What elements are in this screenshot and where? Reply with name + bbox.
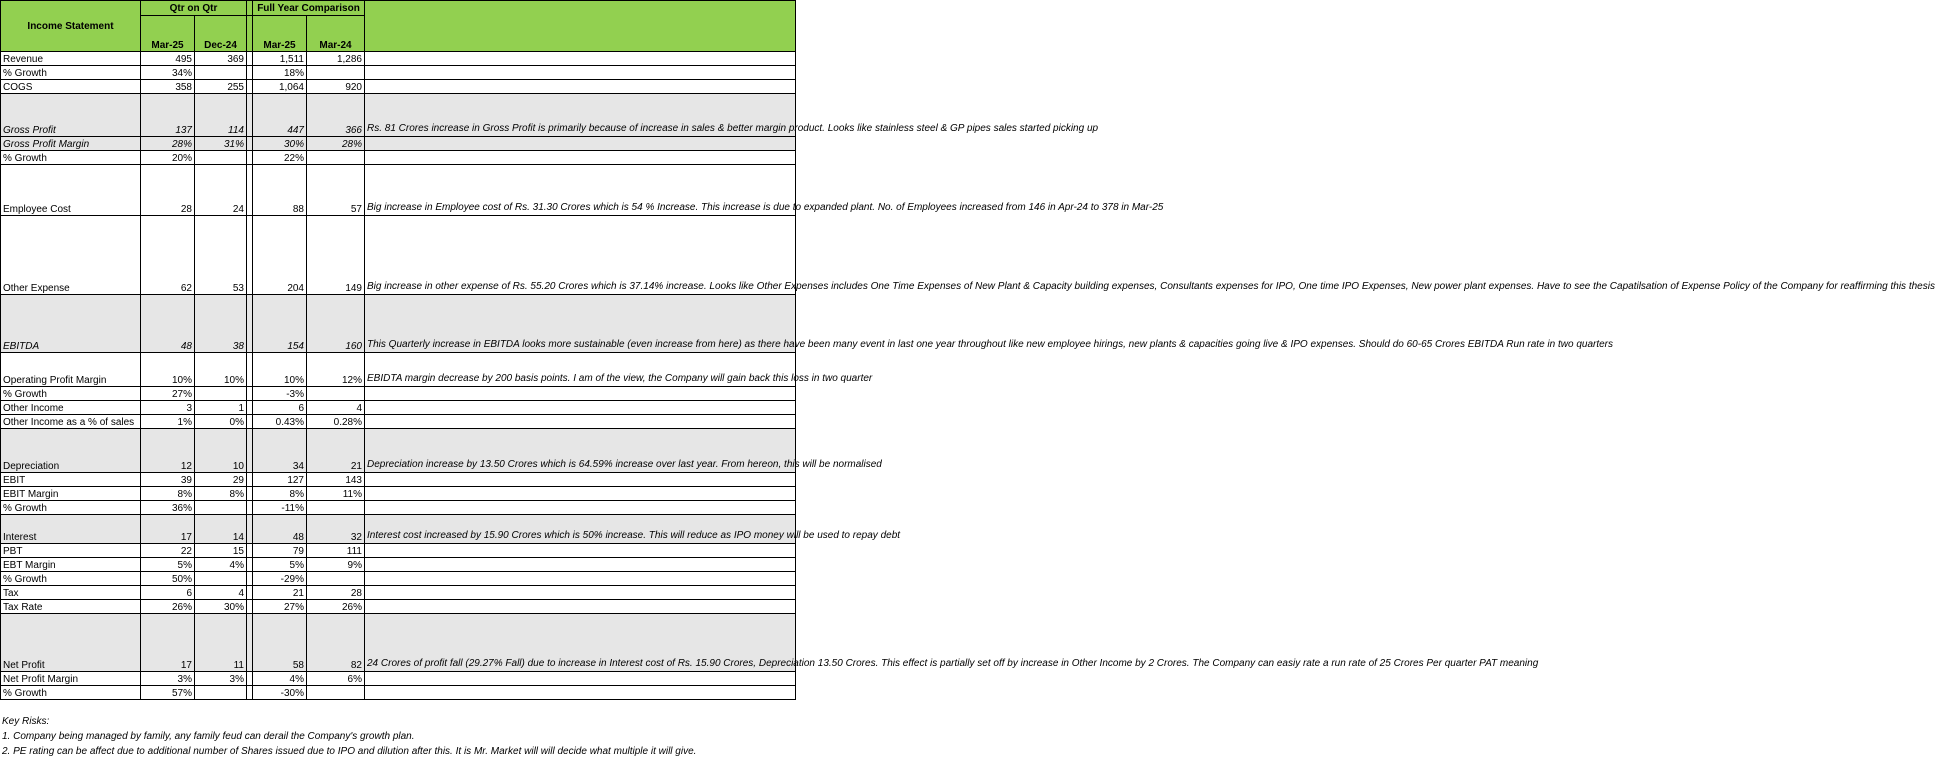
- table-row-growth4: [1, 501, 796, 515]
- row-label: % Growth: [1, 151, 141, 165]
- row-label: EBT Margin: [1, 558, 141, 572]
- fy-mar25-cell: 1,064: [253, 80, 307, 94]
- fy-mar24-cell: 21: [307, 429, 365, 473]
- row-label: EBIT Margin: [1, 487, 141, 501]
- qtr-mar25-cell: 36%: [141, 501, 195, 515]
- qtr-dec24-cell: 4: [195, 586, 247, 600]
- table-row-pbt: [1, 544, 796, 558]
- difference-note: [365, 401, 796, 415]
- fy-mar24-cell: 111: [307, 544, 365, 558]
- fy-mar25-cell: -30%: [253, 686, 307, 700]
- table-row-ebit: [1, 473, 796, 487]
- row-label: Tax Rate: [1, 600, 141, 614]
- fy-mar25-cell: -11%: [253, 501, 307, 515]
- row-label: Net Profit: [1, 614, 141, 672]
- difference-note: [365, 586, 796, 600]
- difference-note: Big increase in other expense of Rs. 55.20 Crores which is 37.14% increase. Looks like Other Expenses includes One Time Expenses of New Plant & Capacity building expenses, Consultants expenses for IPO, One time IPO Expenses, New power plant expenses. Have to see the Capatilsation of Expense Policy of the Company for reaffirming this thesis: [365, 216, 796, 295]
- qtr-dec24-cell: 10: [195, 429, 247, 473]
- difference-note: [365, 686, 796, 700]
- col-header-qtr-dec24: Dec-24: [195, 16, 247, 52]
- qtr-mar25-cell: 12: [141, 429, 195, 473]
- difference-note: EBIDTA margin decrease by 200 basis points. I am of the view, the Company will gain back this loss in two quarter: [365, 353, 796, 387]
- table-row-gross-profit: [1, 94, 796, 137]
- fy-mar24-cell: [307, 66, 365, 80]
- qtr-mar25-cell: 48: [141, 295, 195, 353]
- fy-mar24-cell: 57: [307, 165, 365, 216]
- difference-note: Depreciation increase by 13.50 Crores which is 64.59% increase over last year. From hereon, this will be normalised: [365, 429, 796, 473]
- table-row-growth2: [1, 151, 796, 165]
- qtr-dec24-cell: 24: [195, 165, 247, 216]
- qtr-dec24-cell: 14: [195, 515, 247, 544]
- key-risks-section: [0, 714, 797, 759]
- fy-mar25-cell: 22%: [253, 151, 307, 165]
- table-row-ebitda: [1, 295, 796, 353]
- qtr-dec24-cell: 8%: [195, 487, 247, 501]
- table-row-depreciation: [1, 429, 796, 473]
- fy-mar25-cell: 10%: [253, 353, 307, 387]
- qtr-mar25-cell: 27%: [141, 387, 195, 401]
- fy-mar25-cell: 1,511: [253, 52, 307, 66]
- qtr-dec24-cell: 114: [195, 94, 247, 137]
- qtr-dec24-cell: 38: [195, 295, 247, 353]
- col-header-fy-mar25: Mar-25: [253, 16, 307, 52]
- table-row-growth3: [1, 387, 796, 401]
- row-label: Net Profit Margin: [1, 672, 141, 686]
- fy-mar24-cell: [307, 387, 365, 401]
- fy-mar25-cell: 8%: [253, 487, 307, 501]
- table-row-ebit-margin: [1, 487, 796, 501]
- fy-mar25-cell: 204: [253, 216, 307, 295]
- difference-note: [365, 137, 796, 151]
- fy-mar24-cell: [307, 686, 365, 700]
- fy-mar25-cell: 154: [253, 295, 307, 353]
- qtr-mar25-cell: 495: [141, 52, 195, 66]
- table-row-net-profit-margin: [1, 672, 796, 686]
- row-label: Depreciation: [1, 429, 141, 473]
- qtr-dec24-cell: [195, 387, 247, 401]
- qtr-dec24-cell: [195, 572, 247, 586]
- fy-mar25-cell: 6: [253, 401, 307, 415]
- difference-note: [365, 672, 796, 686]
- row-label: Employee Cost: [1, 165, 141, 216]
- row-label: Other Expense: [1, 216, 141, 295]
- fy-mar25-cell: 21: [253, 586, 307, 600]
- qtr-dec24-cell: 53: [195, 216, 247, 295]
- fy-mar24-cell: [307, 572, 365, 586]
- table-row-growth6: [1, 686, 796, 700]
- table-row-growth1: [1, 66, 796, 80]
- qtr-dec24-cell: 255: [195, 80, 247, 94]
- fy-mar25-cell: 79: [253, 544, 307, 558]
- col-header-qtr-mar25: Mar-25: [141, 16, 195, 52]
- table-row-growth5: [1, 572, 796, 586]
- table-row-ebt-margin: [1, 558, 796, 572]
- table-row-other-income-pct: [1, 415, 796, 429]
- table-row-tax: [1, 586, 796, 600]
- row-label: % Growth: [1, 686, 141, 700]
- qtr-mar25-cell: 8%: [141, 487, 195, 501]
- difference-note: [365, 387, 796, 401]
- row-label: Revenue: [1, 52, 141, 66]
- fy-mar25-cell: 34: [253, 429, 307, 473]
- row-label: Operating Profit Margin: [1, 353, 141, 387]
- difference-note: 24 Crores of profit fall (29.27% Fall) due to increase in Interest cost of Rs. 15.90 Crores, Depreciation 13.50 Crores. This effect is partially set off by increase in Other Income by 2 Crores. The Company can easiy rate a run rate of 25 Crores Per quarter PAT meaning: [365, 614, 796, 672]
- qtr-mar25-cell: 358: [141, 80, 195, 94]
- fy-mar24-cell: 4: [307, 401, 365, 415]
- fy-mar24-cell: 11%: [307, 487, 365, 501]
- difference-note: [365, 66, 796, 80]
- qtr-mar25-cell: 62: [141, 216, 195, 295]
- qtr-dec24-cell: [195, 686, 247, 700]
- qtr-mar25-cell: 22: [141, 544, 195, 558]
- qtr-mar25-cell: 34%: [141, 66, 195, 80]
- qtr-dec24-cell: 31%: [195, 137, 247, 151]
- qtr-dec24-cell: 0%: [195, 415, 247, 429]
- qtr-mar25-cell: 3%: [141, 672, 195, 686]
- fy-mar25-cell: 127: [253, 473, 307, 487]
- qtr-dec24-cell: 11: [195, 614, 247, 672]
- fy-mar25-cell: 58: [253, 614, 307, 672]
- table-row-net-profit: [1, 614, 796, 672]
- qtr-on-qtr-header: Qtr on Qtr: [141, 1, 247, 16]
- qtr-mar25-cell: 26%: [141, 600, 195, 614]
- fy-mar24-cell: 1,286: [307, 52, 365, 66]
- qtr-mar25-cell: 28%: [141, 137, 195, 151]
- fy-mar25-cell: 48: [253, 515, 307, 544]
- qtr-mar25-cell: 50%: [141, 572, 195, 586]
- fy-mar24-cell: 28: [307, 586, 365, 600]
- qtr-dec24-cell: [195, 501, 247, 515]
- table-row-gross-profit-margin: [1, 137, 796, 151]
- table-row-other-expense: [1, 216, 796, 295]
- qtr-mar25-cell: 39: [141, 473, 195, 487]
- qtr-mar25-cell: 1%: [141, 415, 195, 429]
- fy-mar25-cell: 30%: [253, 137, 307, 151]
- row-label: Interest: [1, 515, 141, 544]
- row-label: PBT: [1, 544, 141, 558]
- qtr-dec24-cell: 1: [195, 401, 247, 415]
- difference-header-cell: [365, 1, 796, 52]
- fy-mar24-cell: 28%: [307, 137, 365, 151]
- table-row-revenue: [1, 52, 796, 66]
- difference-note: [365, 52, 796, 66]
- fy-mar24-cell: 920: [307, 80, 365, 94]
- fy-mar25-cell: 88: [253, 165, 307, 216]
- fy-mar24-cell: 143: [307, 473, 365, 487]
- key-risk-item: 1. Company being managed by family, any family feud can derail the Company's growth plan.: [2, 731, 415, 742]
- fy-mar25-cell: 447: [253, 94, 307, 137]
- row-label: % Growth: [1, 387, 141, 401]
- fy-mar24-cell: 149: [307, 216, 365, 295]
- difference-note: [365, 415, 796, 429]
- fy-mar24-cell: [307, 501, 365, 515]
- difference-note: [365, 558, 796, 572]
- difference-note: [365, 572, 796, 586]
- qtr-mar25-cell: 6: [141, 586, 195, 600]
- fy-mar25-cell: 18%: [253, 66, 307, 80]
- row-label: % Growth: [1, 66, 141, 80]
- fy-mar24-cell: 26%: [307, 600, 365, 614]
- income-statement-header: Income Statement: [1, 1, 141, 52]
- qtr-mar25-cell: 3: [141, 401, 195, 415]
- fy-mar25-cell: 4%: [253, 672, 307, 686]
- table-row-cogs: [1, 80, 796, 94]
- fy-mar24-cell: 6%: [307, 672, 365, 686]
- fy-mar25-cell: 5%: [253, 558, 307, 572]
- qtr-dec24-cell: 3%: [195, 672, 247, 686]
- fy-mar24-cell: 366: [307, 94, 365, 137]
- qtr-dec24-cell: [195, 66, 247, 80]
- row-label: Gross Profit Margin: [1, 137, 141, 151]
- qtr-mar25-cell: 5%: [141, 558, 195, 572]
- qtr-dec24-cell: [195, 151, 247, 165]
- fy-mar24-cell: 0.28%: [307, 415, 365, 429]
- difference-note: [365, 501, 796, 515]
- qtr-mar25-cell: 17: [141, 515, 195, 544]
- full-year-comparison-header: Full Year Comparison: [253, 1, 365, 16]
- qtr-dec24-cell: 30%: [195, 600, 247, 614]
- qtr-mar25-cell: 28: [141, 165, 195, 216]
- row-label: COGS: [1, 80, 141, 94]
- key-risks-title: Key Risks:: [2, 716, 50, 727]
- fy-mar25-cell: -3%: [253, 387, 307, 401]
- fy-mar24-cell: 32: [307, 515, 365, 544]
- difference-note: Big increase in Employee cost of Rs. 31.30 Crores which is 54 % Increase. This increase is due to expanded plant. No. of Employees increased from 146 in Apr-24 to 378 in Mar-25: [365, 165, 796, 216]
- qtr-dec24-cell: 4%: [195, 558, 247, 572]
- qtr-dec24-cell: 29: [195, 473, 247, 487]
- difference-note: Rs. 81 Crores increase in Gross Profit is primarily because of increase in sales & better margin product. Looks like stainless steel & GP pipes sales started picking up: [365, 94, 796, 137]
- fy-mar25-cell: 27%: [253, 600, 307, 614]
- difference-note: [365, 600, 796, 614]
- row-label: Other Income as a % of sales: [1, 415, 141, 429]
- qtr-mar25-cell: 20%: [141, 151, 195, 165]
- qtr-mar25-cell: 57%: [141, 686, 195, 700]
- fy-mar24-cell: 160: [307, 295, 365, 353]
- table-row-opm: [1, 353, 796, 387]
- difference-note: [365, 80, 796, 94]
- qtr-mar25-cell: 10%: [141, 353, 195, 387]
- table-row-employee-cost: [1, 165, 796, 216]
- fy-mar24-cell: 82: [307, 614, 365, 672]
- qtr-dec24-cell: 10%: [195, 353, 247, 387]
- row-label: EBITDA: [1, 295, 141, 353]
- fy-mar24-cell: 9%: [307, 558, 365, 572]
- fy-mar25-cell: 0.43%: [253, 415, 307, 429]
- row-label: EBIT: [1, 473, 141, 487]
- qtr-mar25-cell: 137: [141, 94, 195, 137]
- col-header-fy-mar24: Mar-24: [307, 16, 365, 52]
- row-label: Tax: [1, 586, 141, 600]
- difference-note: [365, 487, 796, 501]
- difference-note: [365, 544, 796, 558]
- difference-note: Interest cost increased by 15.90 Crores which is 50% increase. This will reduce as IPO money will be used to repay debt: [365, 515, 796, 544]
- qtr-dec24-cell: 15: [195, 544, 247, 558]
- qtr-mar25-cell: 17: [141, 614, 195, 672]
- table-row-other-income: [1, 401, 796, 415]
- difference-note: [365, 473, 796, 487]
- key-risk-item: 2. PE rating can be affect due to additional number of Shares issued due to IPO and dilution after this. It is Mr. Market will will decide what multiple it will give.: [2, 746, 697, 757]
- row-label: Other Income: [1, 401, 141, 415]
- row-label: % Growth: [1, 572, 141, 586]
- fy-mar24-cell: [307, 151, 365, 165]
- fy-mar24-cell: 12%: [307, 353, 365, 387]
- table-row-tax-rate: [1, 600, 796, 614]
- fy-mar25-cell: -29%: [253, 572, 307, 586]
- qtr-dec24-cell: 369: [195, 52, 247, 66]
- row-label: % Growth: [1, 501, 141, 515]
- difference-note: This Quarterly increase in EBITDA looks more sustainable (even increase from here) as there have been many event in last one year throughout like new employee hirings, new plants & capacities going live & IPO expenses. Should do 60-65 Crores EBITDA Run rate in two quarters: [365, 295, 796, 353]
- table-row-interest: [1, 515, 796, 544]
- row-label: Gross Profit: [1, 94, 141, 137]
- difference-note: [365, 151, 796, 165]
